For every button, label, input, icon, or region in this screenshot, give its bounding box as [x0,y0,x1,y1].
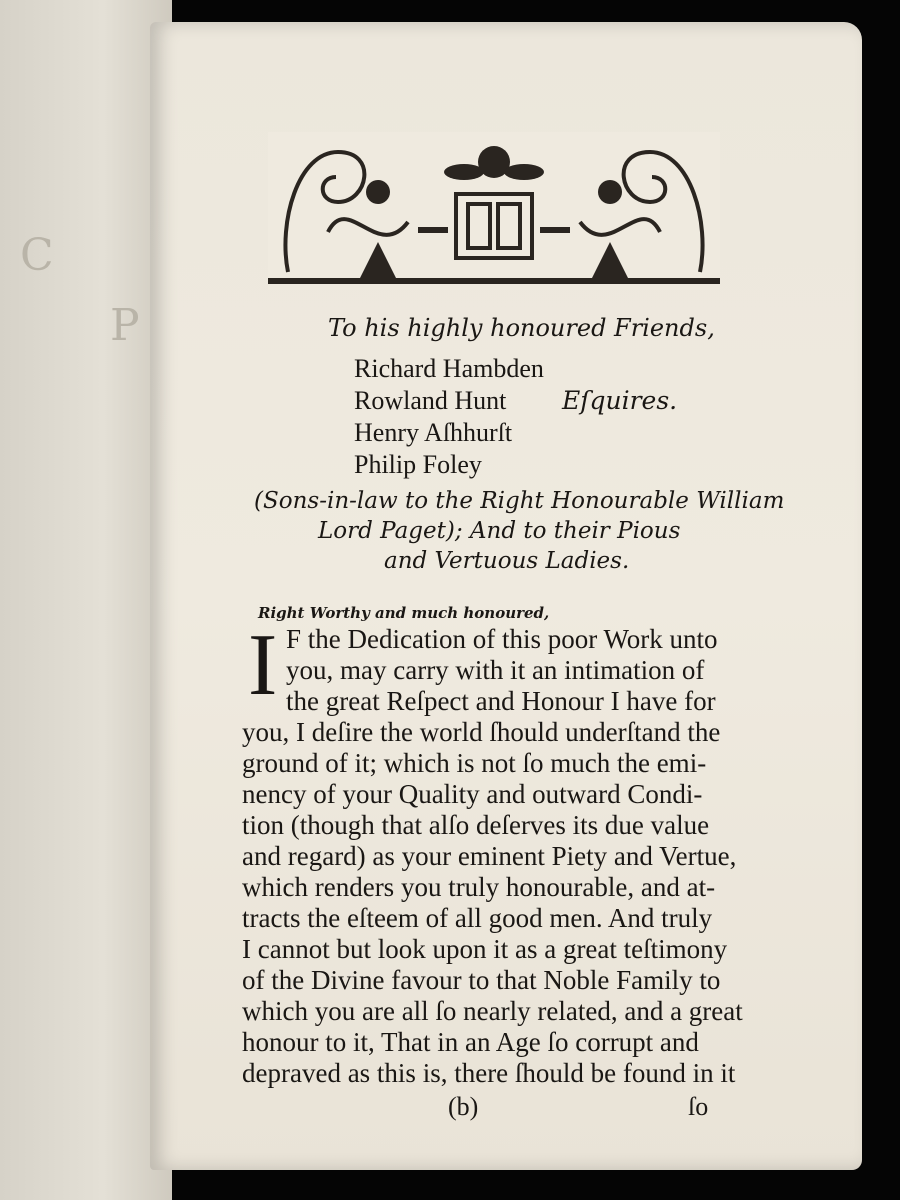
bleed-through-mark: P [110,300,140,351]
body-line: of the Divine favour to that Noble Family to [242,965,721,995]
drop-cap: I [248,617,278,714]
salutation: Right Worthy and much honoured, [258,604,550,622]
headpiece-ornament-icon [268,132,720,290]
body-line: F the Dedication of this poor Work unto [286,624,718,654]
sons-in-law-line-3: and Vertuous Ladies. [384,548,630,574]
body-line: you, may carry with it an intimation of [286,655,705,685]
sons-in-law-line-2: Lord Paget); And to their Pious [318,518,681,544]
body-line: ground of it; which is not ſo much the emi- [242,748,707,778]
name-philip-foley: Philip Foley [354,450,482,479]
body-line: which renders you truly honourable, and at- [242,872,716,902]
sons-in-law-line-1: (Sons-in-law to the Right Honourable William [254,488,785,514]
body-line: nency of your Quality and outward Condi- [242,779,703,809]
signature-mark: (b) [448,1092,479,1121]
name-richard-hambden: Richard Hambden [354,354,544,383]
body-line: tion (though that alſo deſerves its due value [242,810,710,840]
bleed-through-mark: C [20,230,54,281]
body-line: which you are all ſo nearly related, and a great [242,996,743,1026]
left-page-edge [0,0,172,1200]
body-line: you, I deſire the world ſhould underſtand the [242,717,721,747]
body-line: I cannot but look upon it as a great teſtimony [242,934,728,964]
body-line: the great Reſpect and Honour I have for [286,686,716,716]
esquires-label: Eſquires. [562,386,678,415]
name-rowland-hunt: Rowland Hunt [354,386,507,415]
body-line: honour to it, That in an Age ſo corrupt and [242,1027,699,1057]
name-henry-ashhurst: Henry Aſhhurſt [354,418,513,447]
catchword: ſo [688,1092,709,1121]
body-line: tracts the eſteem of all good men. And truly [242,903,713,933]
body-line: and regard) as your eminent Piety and Vertue, [242,841,737,871]
body-line: depraved as this is, there ſhould be found in it [242,1058,736,1088]
dedication-to-line: To his highly honoured Friends, [328,314,715,342]
book-page [150,22,862,1170]
